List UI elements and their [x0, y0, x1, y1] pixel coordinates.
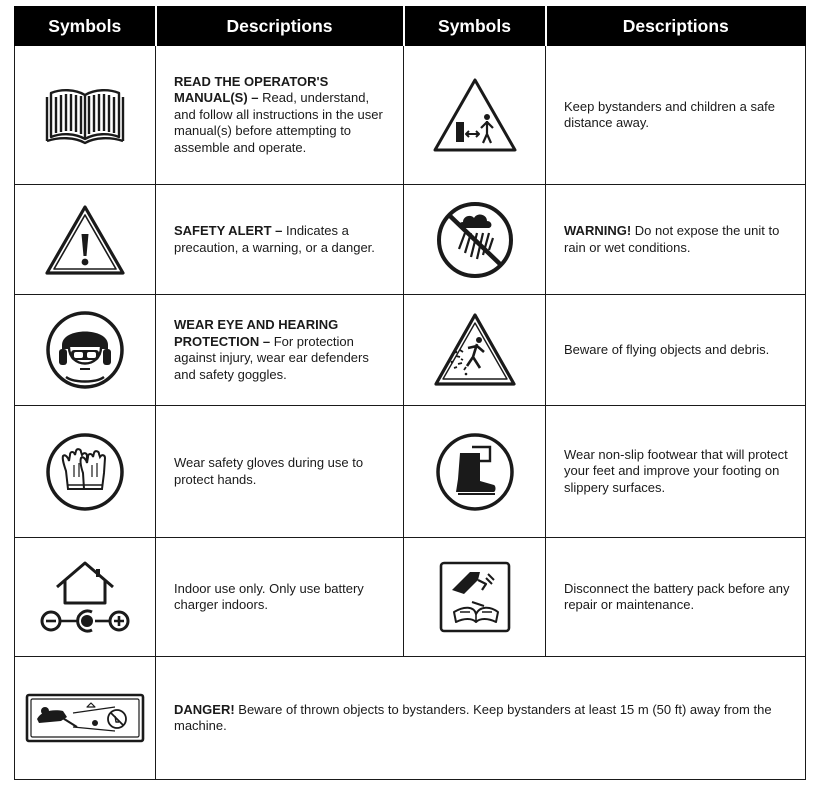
- description-cell: [546, 406, 806, 538]
- symbol-cell: [404, 406, 546, 538]
- no-rain-icon: [435, 200, 515, 280]
- non-slip-footwear-icon: [434, 431, 516, 513]
- symbol-cell: [15, 46, 156, 185]
- eye-hearing-protection-icon: [44, 309, 126, 391]
- header-row: [15, 7, 806, 46]
- symbol-cell: [15, 295, 156, 406]
- description-text: Read, understand, and follow all instructions in the user manual(s) before attempting to assemble and operate.: [174, 90, 383, 155]
- description-cell: [156, 538, 404, 657]
- description-text: Indicates a precaution, a warning, or a danger.: [174, 223, 375, 255]
- symbol-cell: [15, 406, 156, 538]
- description-text: For protection against injury, wear ear defenders and safety goggles.: [174, 333, 369, 382]
- description-text: Beware of flying objects and debris.: [564, 341, 770, 357]
- header-descriptions: Descriptions: [546, 7, 806, 46]
- symbol-cell: [404, 46, 546, 185]
- description-title: READ THE OPERATOR'S MANUAL(S) –: [174, 73, 329, 106]
- read-manual-icon: [45, 83, 125, 147]
- table-row: [15, 46, 806, 185]
- description-cell: [156, 46, 404, 185]
- description-text: Indoor use only. Only use battery charger indoors.: [174, 580, 364, 612]
- safety-gloves-icon: [44, 431, 126, 513]
- description-cell: [156, 295, 404, 406]
- description-text: Wear safety gloves during use to protect hands.: [174, 455, 364, 487]
- table-row: [15, 185, 806, 295]
- description-title: WARNING!: [564, 223, 632, 238]
- table-row: [15, 406, 806, 538]
- symbol-cell: [15, 657, 156, 780]
- indoor-charger-icon: [35, 557, 135, 637]
- symbol-cell: [404, 185, 546, 295]
- description-cell: [156, 657, 806, 780]
- description-text: Beware of thrown objects to bystanders. Keep bystanders at least 15 m (50 ft) away from the machine.: [174, 701, 772, 733]
- symbols-table: [14, 6, 806, 780]
- table-row: [15, 538, 806, 657]
- bystanders-distance-icon: [431, 76, 519, 154]
- description-cell: [156, 185, 404, 295]
- table-row: [15, 295, 806, 406]
- description-text: Wear non-slip footwear that will protect your feet and improve your footing on slippery surfaces.: [564, 446, 788, 495]
- description-text: Disconnect the battery pack before any repair or maintenance.: [564, 580, 790, 612]
- disconnect-battery-icon: [438, 560, 512, 634]
- description-title: SAFETY ALERT –: [174, 223, 283, 238]
- description-cell: [546, 295, 806, 406]
- description-cell: [156, 406, 404, 538]
- description-title: DANGER!: [174, 701, 235, 717]
- symbol-cell: [15, 185, 156, 295]
- header-symbols: Symbols: [404, 7, 546, 46]
- description-title: WEAR EYE AND HEARING PROTECTION –: [174, 317, 339, 349]
- description-text: Do not expose the unit to rain or wet conditions.: [564, 223, 780, 255]
- safety-alert-icon: [44, 204, 126, 276]
- symbol-cell: [404, 295, 546, 406]
- header-symbols: Symbols: [15, 7, 156, 46]
- flying-objects-icon: [432, 312, 518, 388]
- symbol-cell: [404, 538, 546, 657]
- description-cell: [546, 185, 806, 295]
- symbol-cell: [15, 538, 156, 657]
- table-row: [15, 657, 806, 780]
- thrown-objects-distance-icon: [25, 693, 145, 743]
- header-descriptions: Descriptions: [156, 7, 404, 46]
- description-text: Keep bystanders and children a safe distance away.: [564, 98, 776, 130]
- description-cell: [546, 538, 806, 657]
- description-cell: [546, 46, 806, 185]
